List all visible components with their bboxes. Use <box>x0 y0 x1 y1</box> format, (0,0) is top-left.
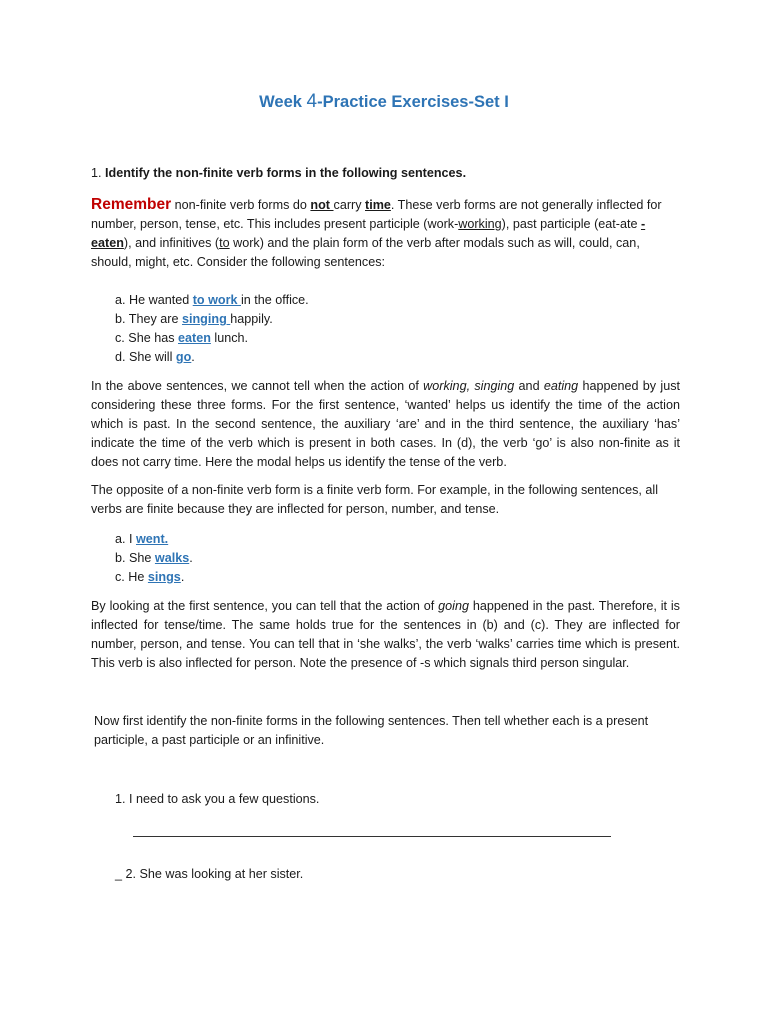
answer-word: sings <box>147 570 181 584</box>
remember-paragraph <box>91 195 680 272</box>
list-item: c. He sings. <box>115 570 185 584</box>
italic-term: going <box>438 599 469 613</box>
exercise-item: _ 2. She was looking at her sister. <box>115 867 304 881</box>
answer-word: singing <box>181 312 231 326</box>
italic-terms: working, singing <box>423 379 515 393</box>
title-suffix: -Practice Exercises-Set I <box>317 93 509 111</box>
question-heading <box>91 164 466 183</box>
remember-text-6: work) and the plain form of the verb after modals such as will, could, can, should, might, etc. Consider the following sentences: <box>91 236 640 269</box>
emphasis-working: working <box>458 217 502 231</box>
emphasis-not: not <box>310 198 334 212</box>
example-list-nonfinite <box>115 291 309 367</box>
instructions-paragraph: Now first identify the non-finite forms in the following sentences. Then tell whether each is a present participle, a past participle or an infinitive. <box>94 714 649 747</box>
emphasis-time: time <box>365 198 391 212</box>
exercise-item: 1. I need to ask you a few questions. <box>115 792 320 806</box>
answer-word: went. <box>136 532 169 546</box>
list-item: a. I went. <box>115 532 169 546</box>
answer-word: walks <box>154 551 190 565</box>
answer-word: go <box>175 350 192 364</box>
answer-word: to work <box>192 293 241 307</box>
list-item: b. They are singing happily. <box>115 312 273 326</box>
remember-text-2: carry <box>333 198 365 212</box>
remember-label: Remember <box>91 196 172 213</box>
title-number: 4 <box>306 91 318 112</box>
remember-text-3: . These verb forms are not generally inflected for number, person, tense, etc. This includes present participle (work- <box>91 198 662 231</box>
italic-term: eating <box>543 379 579 393</box>
list-item: b. She walks. <box>115 551 193 565</box>
remember-text-1: non-finite verb forms do <box>171 198 311 212</box>
remember-text-5: ), and infinitives ( <box>123 236 220 250</box>
remember-text-4: ), past participle (eat-ate <box>501 217 641 231</box>
answer-line[interactable] <box>133 836 611 837</box>
answer-word: eaten <box>178 331 211 345</box>
list-item: d. She will go. <box>115 350 195 364</box>
explanation-paragraph: In the above sentences, we cannot tell when the action of working, singing and eating happened by just considering these three forms. For the first sentence, ‘wanted’ helps us identify the time of the action which is past. In the second sentence, the auxiliary ‘are’ and in the third sentence, the auxiliary ‘has’ indicate the time of the verb which is present in both cases. In (d), the verb ‘go’ is also non-finite as it does not carry time. Here the modal helps us identify the tense of the verb. <box>91 379 680 469</box>
example-list-finite <box>115 530 193 587</box>
emphasis-eaten: -eaten <box>91 217 646 250</box>
question-text: Identify the non-finite verb forms in the following sentences. <box>105 166 467 180</box>
finite-intro-paragraph: The opposite of a non-finite verb form is a finite verb form. For example, in the following sentences, all verbs are finite because they are inflected for person, number, and tense. <box>91 483 658 516</box>
title-prefix: Week <box>259 93 307 111</box>
finite-explanation-paragraph: By looking at the first sentence, you can tell that the action of going happened in the past. Therefore, it is inflected for tense/time. The same holds true for the sentences in (b) and (c). They are inflected for number, person, and tense. You can tell that in ‘she walks’, the verb ‘walks’ carries time which is present. This verb is also inflected for person. Note the presence of -s which signals third person singular. <box>91 599 680 670</box>
page-title <box>0 91 768 113</box>
question-number: 1. <box>91 166 106 180</box>
emphasis-to: to <box>219 236 230 250</box>
list-item: a. He wanted to work in the office. <box>115 293 309 307</box>
list-item: c. She has eaten lunch. <box>115 331 249 345</box>
